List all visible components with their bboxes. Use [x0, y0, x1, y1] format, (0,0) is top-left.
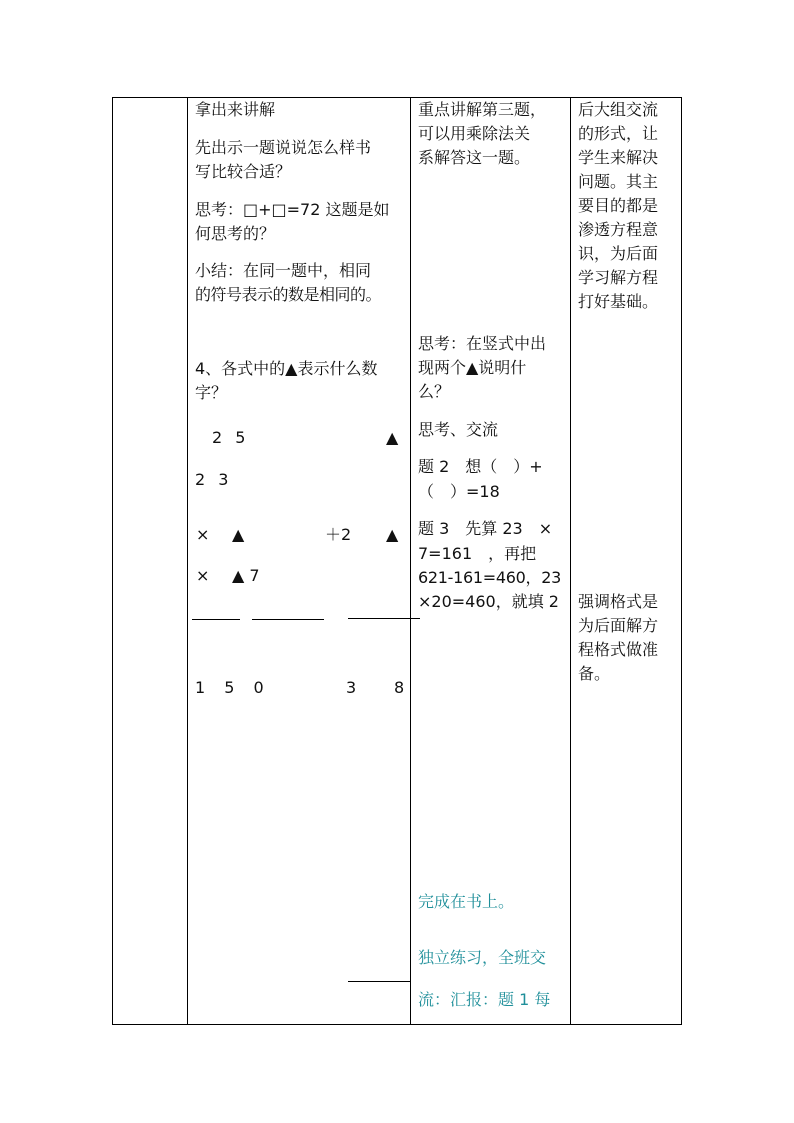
- col3-p2-line-b: 现两个▲说明什: [418, 358, 527, 377]
- vert-underline-3: [348, 618, 420, 619]
- col3-p5-line-a: 题 3 先算 23 ×: [418, 519, 553, 538]
- vert-row4-triangle: ▲ 7: [232, 566, 260, 585]
- col4-p2-line-c: 程格式做准: [578, 640, 659, 659]
- table-border-col1: [187, 97, 188, 1025]
- col3-teal-line-2: 独立练习，全班交: [418, 948, 547, 967]
- col4-p2-line-a: 强调格式是: [578, 592, 659, 611]
- vert-row3-plus: ＋2: [325, 525, 352, 544]
- col4-p1-line-f: 渗透方程意: [578, 220, 659, 239]
- table-border-col4: [681, 97, 682, 1025]
- col2-line1: 拿出来讲解: [195, 100, 276, 119]
- col4-p2-line-b: 为后面解方: [578, 616, 659, 635]
- col2-p3-line-b: 的符号表示的数是相同的。: [195, 285, 382, 304]
- col3-teal-line-1: 完成在书上。: [418, 892, 515, 911]
- col2-p1-line-b: 写比较合适？: [195, 162, 292, 181]
- vert-underline-1: [192, 619, 240, 620]
- vert-row5-left: 1 5 0: [195, 678, 271, 697]
- col4-p1-line-i: 打好基础。: [578, 292, 659, 311]
- vert-row2: 2 3: [195, 470, 233, 489]
- col4-p1-line-a: 后大组交流: [578, 100, 659, 119]
- col3-p4-line-a: 题 2 想（ ）+: [418, 457, 543, 476]
- col4-p2-line-d: 备。: [578, 664, 611, 683]
- vert-row1-triangle: ▲: [386, 428, 399, 447]
- table-bottom-border: [112, 1024, 682, 1025]
- vert-row5-right: 8: [394, 678, 405, 697]
- col3-teal-line-3: 流：汇报：题 1 每: [418, 990, 551, 1009]
- col2-bottom-rule: [348, 981, 410, 982]
- vert-row4-times: ×: [196, 566, 210, 585]
- col3-p1-line-b: 可以用乘除法关: [418, 124, 531, 143]
- col4-p1-line-d: 问题。其主: [578, 172, 659, 191]
- col3-p5-line-d: ×20=460，就填 2: [418, 592, 559, 611]
- col3-p1-line-a: 重点讲解第三题，: [418, 100, 547, 119]
- col4-p1-line-g: 识，为后面: [578, 244, 659, 263]
- vert-row3-triangle2: ▲: [386, 525, 399, 544]
- col2-p3-line-a: 小结：在同一题中，相同: [195, 261, 372, 280]
- col2-p4-line-b: 字？: [195, 383, 228, 402]
- col4-p1-line-c: 学生来解决: [578, 148, 659, 167]
- table-border-col0: [112, 97, 113, 1025]
- col2-p4-line-a: 4、各式中的▲表示什么数: [195, 359, 378, 378]
- col4-p1-line-b: 的形式，让: [578, 124, 659, 143]
- vert-row1-left: 2 5: [212, 428, 250, 447]
- col3-p3: 思考、交流: [418, 420, 499, 439]
- vert-row3-times: ×: [196, 525, 210, 544]
- col3-p4-line-b: （ ）=18: [418, 482, 500, 501]
- vert-row3-triangle: ▲: [232, 525, 245, 544]
- vert-row5-mid: 3: [346, 678, 357, 697]
- col4-p1-line-h: 学习解方程: [578, 268, 659, 287]
- vert-underline-2: [252, 619, 324, 620]
- col3-p1-line-c: 系解答这一题。: [418, 148, 531, 167]
- col3-p2-line-c: 么？: [418, 382, 451, 401]
- table-border-col3: [570, 97, 571, 1025]
- table-border-col2: [410, 97, 411, 1025]
- col2-p1-line-a: 先出示一题说说怎么样书: [195, 138, 372, 157]
- col3-p2-line-a: 思考：在竖式中出: [418, 334, 547, 353]
- col2-p2-line-a: 思考：□+□=72 这题是如: [195, 200, 390, 219]
- col2-p2-line-b: 何思考的？: [195, 224, 276, 243]
- col3-p5-line-c: 621-161=460，23: [418, 568, 561, 587]
- col4-p1-line-e: 要目的都是: [578, 196, 659, 215]
- col3-p5-line-b: 7=161 ，再把: [418, 544, 537, 563]
